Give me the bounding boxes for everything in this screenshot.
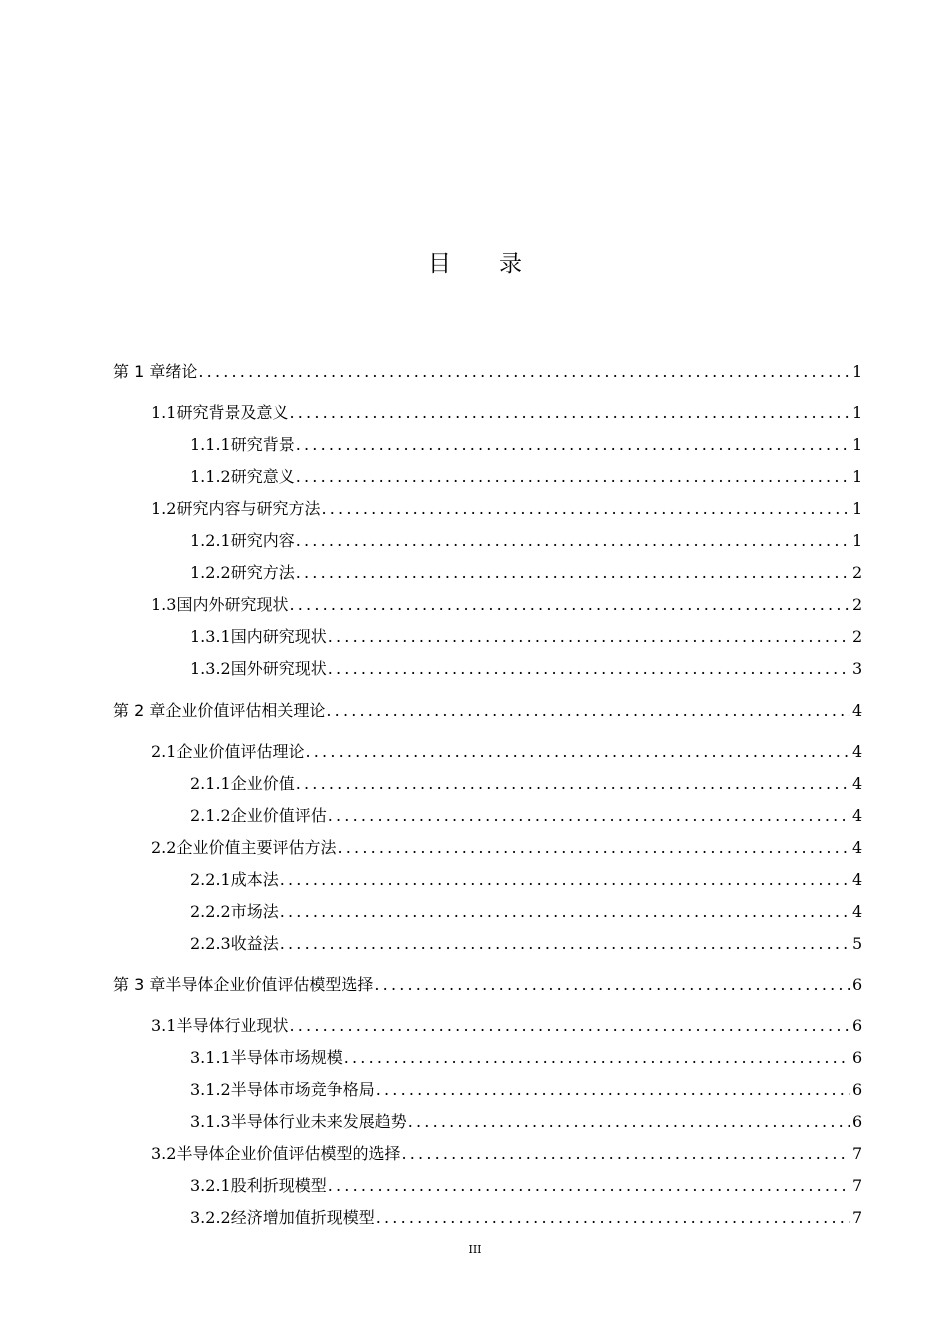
- toc-entry-number: 3.1.2: [190, 1080, 231, 1099]
- toc-entry-label: 国内外研究现状: [176, 595, 289, 614]
- toc-entry-number: 2.1.2: [190, 806, 231, 825]
- toc-entry-page-number: 5: [852, 934, 863, 953]
- toc-entry-label: 研究背景及意义: [176, 403, 289, 422]
- toc-entry-page-number: 6: [852, 1080, 863, 1099]
- toc-dot-leader: [296, 770, 850, 798]
- toc-entry-number: 2.1.1: [190, 774, 231, 793]
- toc-section-entry[interactable]: [151, 591, 862, 619]
- toc-entry-label: 研究方法: [230, 563, 295, 582]
- toc-entry-page-number: 1: [852, 467, 863, 486]
- toc-dot-leader: [296, 527, 850, 555]
- toc-chapter-entry[interactable]: [113, 697, 862, 725]
- toc-dot-leader: [376, 1076, 850, 1104]
- toc-dot-leader: [198, 358, 850, 386]
- toc-entry-page-number: 6: [852, 1048, 863, 1067]
- toc-subsection-entry[interactable]: [190, 559, 862, 587]
- toc-entry-label: 半导体企业价值评估模型的选择: [176, 1144, 401, 1163]
- toc-dot-leader: [326, 697, 850, 725]
- toc-entry-page-number: 1: [852, 531, 863, 550]
- toc-dot-leader: [280, 930, 850, 958]
- toc-subsection-entry[interactable]: [190, 1172, 862, 1200]
- toc-entry-number: 2.2.2: [190, 902, 231, 921]
- toc-subsection-entry[interactable]: [190, 431, 862, 459]
- toc-entry-number: 3.1.3: [190, 1112, 231, 1131]
- toc-dot-leader: [374, 971, 850, 999]
- toc-entry-label: 研究内容: [230, 531, 295, 550]
- toc-dot-leader: [289, 399, 850, 427]
- toc-entry-page-number: 1: [852, 435, 863, 454]
- toc-entry-number: 2.2: [151, 838, 177, 857]
- toc-subsection-entry[interactable]: [190, 527, 862, 555]
- toc-entry-label: 企业价值评估: [230, 806, 327, 825]
- toc-entry-label: 半导体市场竞争格局: [230, 1080, 375, 1099]
- toc-entry-number: 第 3 章: [113, 975, 166, 994]
- toc-dot-leader: [328, 802, 850, 830]
- toc-dot-leader: [289, 591, 850, 619]
- toc-entry-page-number: 1: [852, 362, 863, 381]
- toc-section-entry[interactable]: [151, 1012, 862, 1040]
- toc-entry-number: 2.2.3: [190, 934, 231, 953]
- toc-entry-number: 2.1: [151, 742, 177, 761]
- toc-dot-leader: [296, 559, 850, 587]
- toc-entry-page-number: 1: [852, 403, 863, 422]
- toc-entry-label: 股利折现模型: [230, 1176, 327, 1195]
- toc-entry-label: 半导体行业现状: [176, 1016, 289, 1035]
- toc-dot-leader: [289, 1012, 850, 1040]
- toc-entry-number: 1.1.1: [190, 435, 231, 454]
- toc-subsection-entry[interactable]: [190, 655, 862, 683]
- toc-entry-page-number: 4: [852, 701, 863, 720]
- toc-entry-number: 3.2.1: [190, 1176, 231, 1195]
- toc-entry-page-number: 4: [852, 806, 863, 825]
- toc-dot-leader: [280, 866, 850, 894]
- toc-entry-number: 2.2.1: [190, 870, 231, 889]
- toc-entry-page-number: 4: [852, 742, 863, 761]
- toc-dot-leader: [344, 1044, 850, 1072]
- page-number-footer: III: [468, 1243, 482, 1256]
- toc-entry-page-number: 3: [852, 659, 863, 678]
- toc-dot-leader: [321, 495, 850, 523]
- toc-entry-label: 半导体行业未来发展趋势: [230, 1112, 407, 1131]
- toc-entry-label: 企业价值主要评估方法: [176, 838, 337, 857]
- toc-entry-number: 1.2.1: [190, 531, 231, 550]
- toc-entry-label: 市场法: [230, 902, 279, 921]
- toc-subsection-entry[interactable]: [190, 770, 862, 798]
- toc-entry-page-number: 6: [852, 1112, 863, 1131]
- toc-subsection-entry[interactable]: [190, 1204, 862, 1232]
- toc-subsection-entry[interactable]: [190, 1108, 862, 1136]
- toc-dot-leader: [328, 623, 850, 651]
- toc-entry-number: 1.1: [151, 403, 177, 422]
- toc-entry-number: 第 2 章: [113, 701, 166, 720]
- toc-entry-number: 1.2: [151, 499, 177, 518]
- toc-title-char-1: 目: [428, 251, 451, 277]
- toc-entry-number: 1.3: [151, 595, 177, 614]
- toc-title-char-2: 录: [499, 251, 522, 277]
- toc-entry-label: 企业价值评估理论: [176, 742, 305, 761]
- toc-entry-label: 研究意义: [230, 467, 295, 486]
- toc-entry-number: 1.1.2: [190, 467, 231, 486]
- toc-dot-leader: [280, 898, 850, 926]
- toc-entry-page-number: 6: [852, 975, 863, 994]
- toc-subsection-entry[interactable]: [190, 930, 862, 958]
- toc-dot-leader: [408, 1108, 850, 1136]
- toc-section-entry[interactable]: [151, 1140, 862, 1168]
- toc-dot-leader: [305, 738, 850, 766]
- toc-entry-label: 收益法: [230, 934, 279, 953]
- toc-section-entry[interactable]: [151, 834, 862, 862]
- toc-dot-leader: [328, 1172, 850, 1200]
- toc-dot-leader: [296, 431, 850, 459]
- toc-entry-page-number: 4: [852, 774, 863, 793]
- toc-subsection-entry[interactable]: [190, 1044, 862, 1072]
- toc-entry-page-number: 2: [852, 627, 863, 646]
- toc-subsection-entry[interactable]: [190, 623, 862, 651]
- toc-entry-label: 半导体企业价值评估模型选择: [165, 975, 374, 994]
- toc-entry-page-number: 4: [852, 902, 863, 921]
- toc-section-entry[interactable]: [151, 495, 862, 523]
- toc-entry-label: 研究背景: [230, 435, 295, 454]
- toc-dot-leader: [337, 834, 850, 862]
- toc-entry-label: 成本法: [230, 870, 279, 889]
- toc-entry-label: 企业价值: [230, 774, 295, 793]
- toc-entry-label: 国内研究现状: [230, 627, 327, 646]
- toc-entry-number: 3.1: [151, 1016, 177, 1035]
- toc-entry-number: 第 1 章: [113, 362, 166, 381]
- toc-entry-page-number: 7: [852, 1144, 863, 1163]
- toc-entry-number: 3.2.2: [190, 1208, 231, 1227]
- toc-subsection-entry[interactable]: [190, 898, 862, 926]
- toc-subsection-entry[interactable]: [190, 463, 862, 491]
- toc-entry-page-number: 1: [852, 499, 863, 518]
- toc-subsection-entry[interactable]: [190, 1076, 862, 1104]
- toc-entry-number: 3.1.1: [190, 1048, 231, 1067]
- toc-entry-number: 3.2: [151, 1144, 177, 1163]
- toc-entry-label: 国外研究现状: [230, 659, 327, 678]
- toc-section-entry[interactable]: [151, 738, 862, 766]
- toc-chapter-entry[interactable]: [113, 358, 862, 386]
- toc-entry-number: 1.3.2: [190, 659, 231, 678]
- toc-entry-page-number: 2: [852, 563, 863, 582]
- toc-entry-label: 绪论: [165, 362, 198, 381]
- toc-entry-page-number: 7: [852, 1208, 863, 1227]
- toc-entry-label: 经济增加值折现模型: [230, 1208, 375, 1227]
- toc-entry-number: 1.2.2: [190, 563, 231, 582]
- toc-entry-label: 研究内容与研究方法: [176, 499, 321, 518]
- toc-entry-label: 半导体市场规模: [230, 1048, 343, 1067]
- toc-entry-label: 企业价值评估相关理论: [165, 701, 326, 720]
- toc-dot-leader: [376, 1204, 850, 1232]
- toc-dot-leader: [296, 463, 850, 491]
- toc-subsection-entry[interactable]: [190, 866, 862, 894]
- toc-entry-page-number: 6: [852, 1016, 863, 1035]
- toc-dot-leader: [328, 655, 850, 683]
- toc-entry-page-number: 7: [852, 1176, 863, 1195]
- toc-entry-number: 1.3.1: [190, 627, 231, 646]
- toc-entry-page-number: 4: [852, 870, 863, 889]
- toc-chapter-entry[interactable]: [113, 971, 862, 999]
- toc-subsection-entry[interactable]: [190, 802, 862, 830]
- toc-entry-page-number: 2: [852, 595, 863, 614]
- toc-section-entry[interactable]: [151, 399, 862, 427]
- toc-entry-page-number: 4: [852, 838, 863, 857]
- toc-dot-leader: [401, 1140, 850, 1168]
